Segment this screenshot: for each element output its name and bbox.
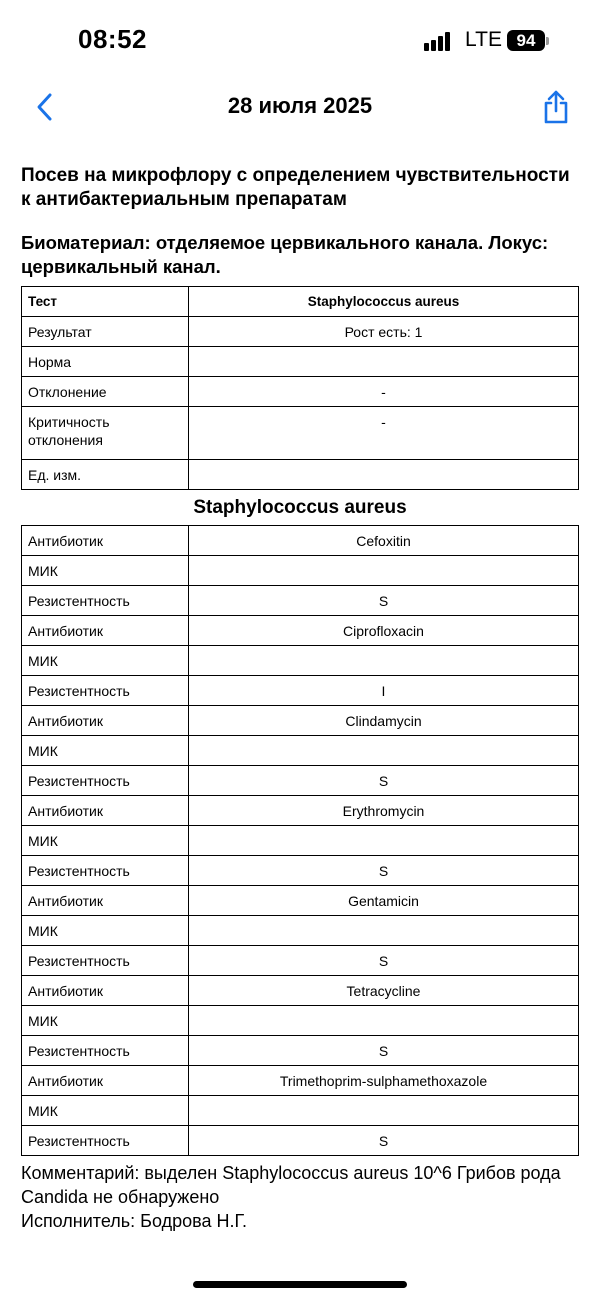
table-row <box>22 586 579 616</box>
row-value: Erythromycin <box>189 796 579 826</box>
row-value: S <box>189 946 579 976</box>
row-label: Антибиотик <box>22 886 189 916</box>
row-label: Резистентность <box>22 1036 189 1066</box>
home-indicator[interactable] <box>193 1281 407 1288</box>
row-value <box>189 916 579 946</box>
table-row <box>22 1006 579 1036</box>
table-row <box>22 1066 579 1096</box>
table-cell <box>189 460 579 490</box>
document-title: Посев на микрофлору с определением чувствительности к антибактериальным препаратам <box>21 165 570 210</box>
row-label: МИК <box>22 1096 189 1126</box>
table-cell: Отклонение <box>22 377 189 407</box>
antibiotic-table-body <box>22 526 579 1156</box>
row-label: Резистентность <box>22 676 189 706</box>
page-title: 28 июля 2025 <box>227 93 373 118</box>
row-value <box>189 826 579 856</box>
organism-title: Staphylococcus aureus <box>193 497 407 518</box>
table-row <box>22 706 579 736</box>
table-row <box>22 676 579 706</box>
table-row <box>22 526 579 556</box>
table-cell: Рост есть: 1 <box>189 317 579 347</box>
row-label: Антибиотик <box>22 796 189 826</box>
table-header-cell: Тест <box>22 287 189 317</box>
table-row <box>22 556 579 586</box>
table-row <box>22 1096 579 1126</box>
row-label: МИК <box>22 1006 189 1036</box>
biomaterial: Биоматериал: отделяемое цервикального канала. Локус: цервикальный канал. <box>21 232 549 277</box>
row-value: I <box>189 676 579 706</box>
table-row <box>22 1036 579 1066</box>
table-row <box>22 616 579 646</box>
row-label: МИК <box>22 646 189 676</box>
table-row <box>22 460 579 490</box>
table-cell: Критичность отклонения <box>22 407 189 460</box>
status-time: 08:52 <box>78 24 147 54</box>
comment-text: Комментарий: выделен Staphylococcus aureus 10^6 Грибов рода Candida не обнаружено <box>21 1163 561 1207</box>
row-value <box>189 1006 579 1036</box>
summary-table <box>21 286 579 490</box>
share-button[interactable] <box>540 89 572 125</box>
row-value: Gentamicin <box>189 886 579 916</box>
row-label: Антибиотик <box>22 526 189 556</box>
table-row <box>22 946 579 976</box>
row-value: S <box>189 766 579 796</box>
table-cell: Ед. изм. <box>22 460 189 490</box>
table-row <box>22 736 579 766</box>
share-icon <box>540 89 572 125</box>
row-label: Антибиотик <box>22 976 189 1006</box>
row-value <box>189 556 579 586</box>
status-bar <box>0 0 600 80</box>
network-label: LTE <box>465 28 502 51</box>
row-label: Резистентность <box>22 1126 189 1156</box>
row-value <box>189 736 579 766</box>
row-label: МИК <box>22 826 189 856</box>
table-row <box>22 1126 579 1156</box>
row-label: МИК <box>22 916 189 946</box>
row-value <box>189 1096 579 1126</box>
row-value: Trimethoprim-sulphamethoxazole <box>189 1066 579 1096</box>
row-label: МИК <box>22 736 189 766</box>
row-value: Tetracycline <box>189 976 579 1006</box>
row-value: Ciprofloxacin <box>189 616 579 646</box>
table-row <box>22 317 579 347</box>
table-cell <box>189 347 579 377</box>
row-label: Резистентность <box>22 586 189 616</box>
comment <box>21 1161 579 1233</box>
table-row <box>22 646 579 676</box>
row-label: Антибиотик <box>22 616 189 646</box>
table-cell: Результат <box>22 317 189 347</box>
nav-bar <box>0 80 600 136</box>
row-label: Резистентность <box>22 946 189 976</box>
table-cell: - <box>189 407 579 460</box>
table-row <box>22 287 579 317</box>
document <box>21 164 579 1233</box>
row-value: S <box>189 856 579 886</box>
table-row <box>22 916 579 946</box>
table-row <box>22 407 579 460</box>
row-label: МИК <box>22 556 189 586</box>
row-value: Cefoxitin <box>189 526 579 556</box>
table-row <box>22 976 579 1006</box>
signal-icon <box>424 31 454 51</box>
row-value: S <box>189 1126 579 1156</box>
row-value <box>189 646 579 676</box>
executor-text: Исполнитель: Бодрова Н.Г. <box>21 1211 248 1231</box>
row-value: S <box>189 586 579 616</box>
table-header-cell: Staphylococcus aureus <box>189 287 579 317</box>
table-row <box>22 826 579 856</box>
battery-tip <box>546 37 549 45</box>
table-cell: Норма <box>22 347 189 377</box>
table-row <box>22 886 579 916</box>
table-row <box>22 377 579 407</box>
row-value: S <box>189 1036 579 1066</box>
row-label: Резистентность <box>22 856 189 886</box>
row-label: Антибиотик <box>22 706 189 736</box>
antibiotic-table <box>21 525 579 1156</box>
table-row <box>22 766 579 796</box>
row-label: Резистентность <box>22 766 189 796</box>
table-row <box>22 856 579 886</box>
table-cell: - <box>189 377 579 407</box>
row-label: Антибиотик <box>22 1066 189 1096</box>
battery-icon: 94 <box>507 30 545 51</box>
table-row <box>22 796 579 826</box>
table-row <box>22 347 579 377</box>
row-value: Clindamycin <box>189 706 579 736</box>
